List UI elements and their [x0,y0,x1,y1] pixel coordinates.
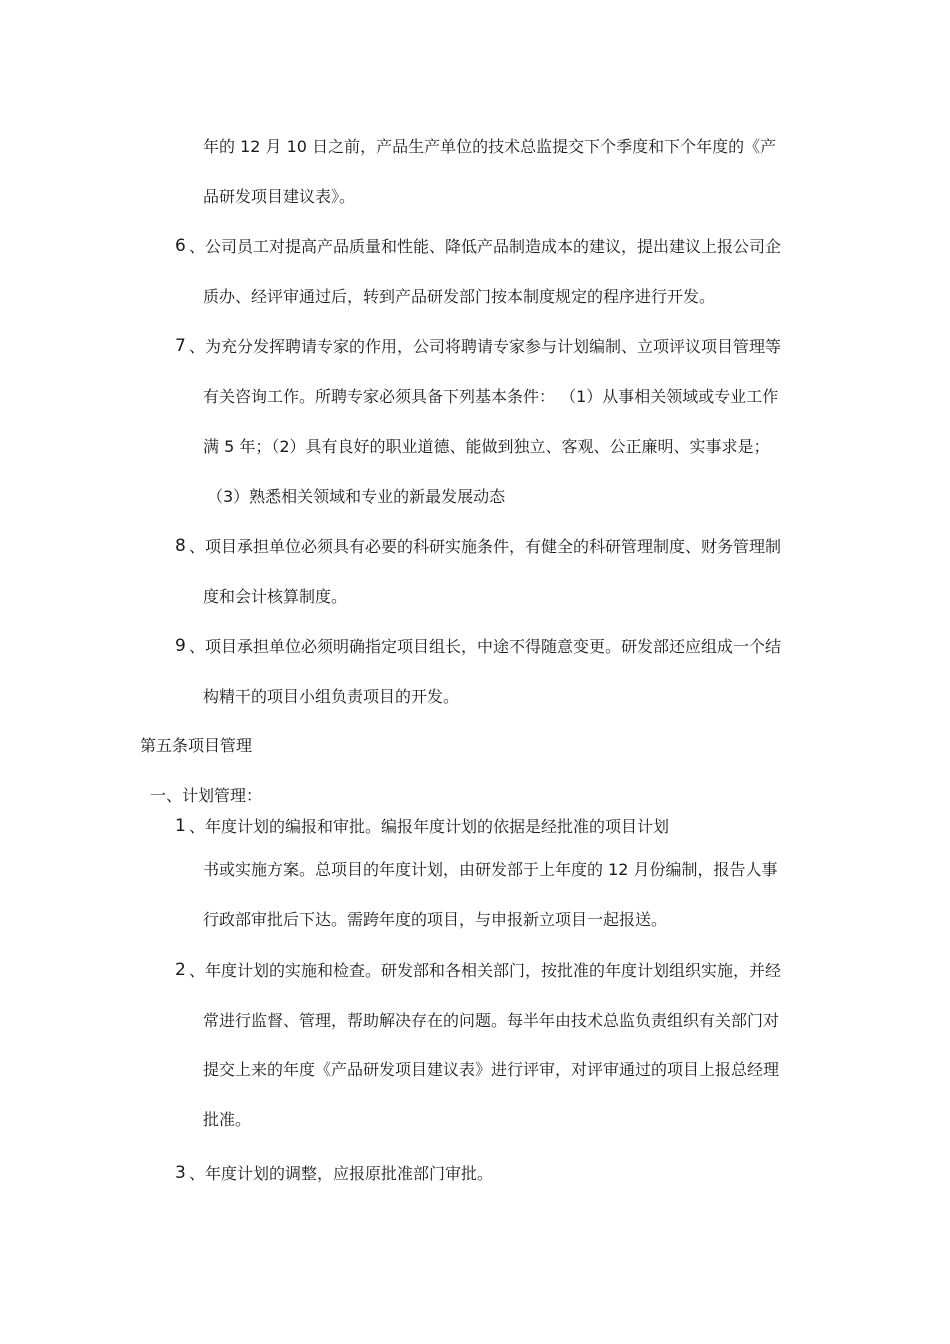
item7-line4: （3）熟悉相关领域和专业的新最发展动态 [207,487,506,506]
plan2-number: 2 [175,960,186,980]
plan1-number: 1 [175,816,186,836]
item6-line1: 、公司员工对提高产品质量和性能、降低产品制造成本的建议，提出建议上报公司企 [189,237,782,256]
article5-title: 第五条项目管理 [140,736,253,755]
item7-number: 7 [175,336,186,356]
item6-number: 6 [175,236,186,256]
item5-line2: 品研发项目建议表》。 [203,187,356,206]
plan1-line1: 、年度计划的编报和审批。编报年度计划的依据是经批准的项目计划 [189,817,670,836]
item5-line1: 年的 12 月 10 日之前，产品生产单位的技术总监提交下个季度和下个年度的《产 [203,137,777,156]
plan2-line4: 批准。 [203,1110,252,1129]
item6-line2: 质办、经评审通过后，转到产品研发部门按本制度规定的程序进行开发。 [203,287,716,306]
item7-line2: 有关咨询工作。所聘专家必须具备下列基本条件： （1）从事相关领域或专业工作 [203,387,779,406]
plan2-line3: 提交上来的年度《产品研发项目建议表》进行评审，对评审通过的项目上报总经理 [203,1060,780,1079]
item9-line1: 、项目承担单位必须明确指定项目组长，中途不得随意变更。研发部还应组成一个结 [189,637,782,656]
plan3-number: 3 [175,1163,186,1183]
plan3-line1: 、年度计划的调整，应报原批准部门审批。 [189,1164,494,1183]
item8-line2: 度和会计核算制度。 [203,587,348,606]
plan2-line1: 、年度计划的实施和检查。研发部和各相关部门，按批准的年度计划组织实施，并经 [189,961,782,980]
item8-line1: 、项目承担单位必须具有必要的科研实施条件，有健全的科研管理制度、财务管理制 [189,537,782,556]
item9-number: 9 [175,636,186,656]
item8-number: 8 [175,536,186,556]
plan1-line2: 书或实施方案。总项目的年度计划，由研发部于上年度的 12 月份编制，报告人事 [203,860,778,879]
plan1-line3: 行政部审批后下达。需跨年度的项目，与申报新立项目一起报送。 [203,910,668,929]
plan2-line2: 常进行监督、管理，帮助解决存在的问题。每半年由技术总监负责组织有关部门对 [203,1011,780,1030]
item7-line1: 、为充分发挥聘请专家的作用，公司将聘请专家参与计划编制、立项评议项目管理等 [189,337,782,356]
section1-title: 一、计划管理： [150,786,263,805]
item9-line2: 构精干的项目小组负责项目的开发。 [203,687,460,706]
item7-line3: 满 5 年；（2）具有良好的职业道德、能做到独立、客观、公正廉明、实事求是； [203,437,770,456]
